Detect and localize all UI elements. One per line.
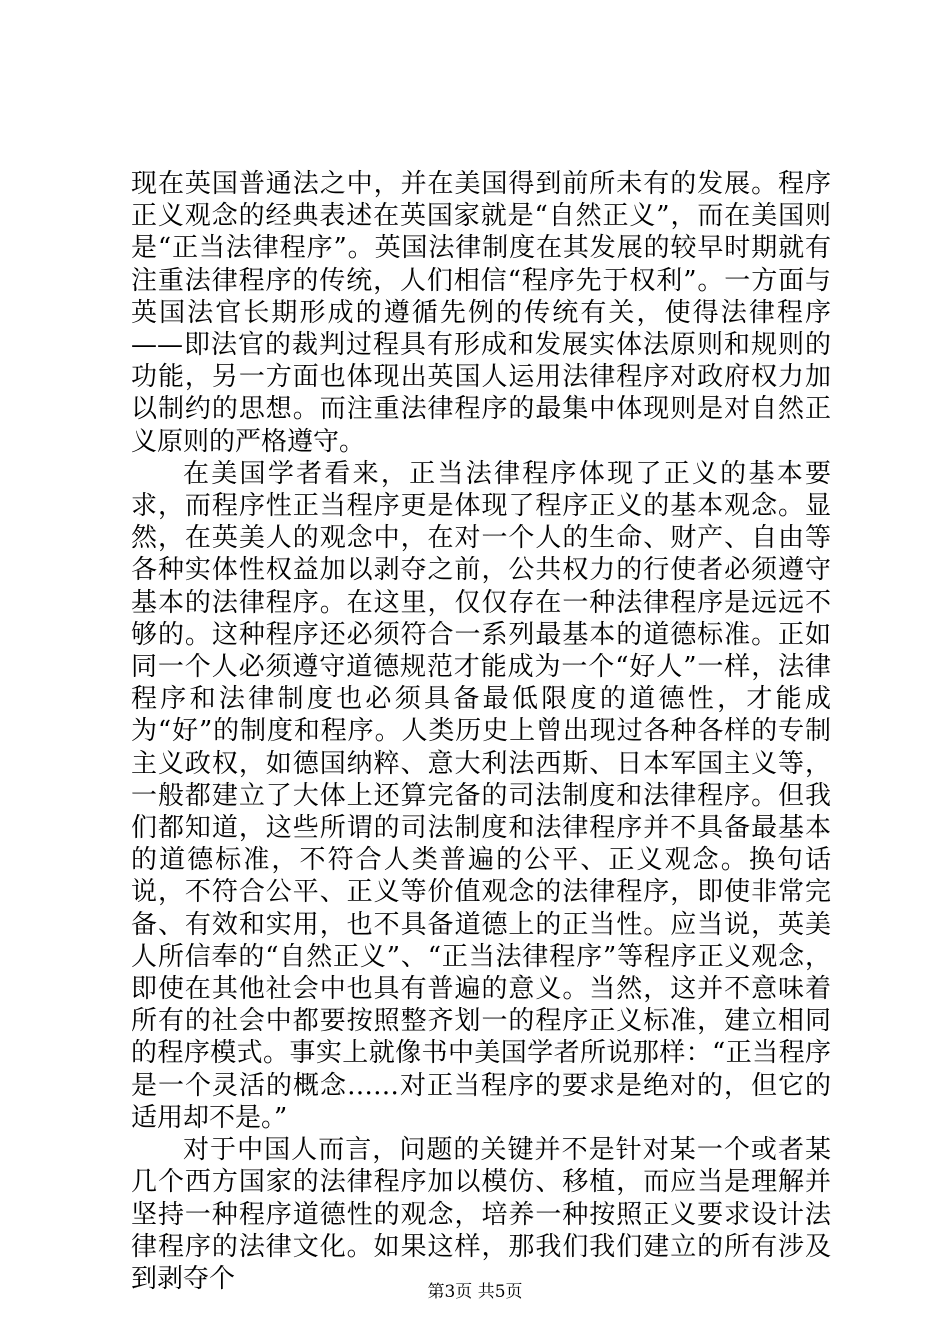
paragraph-2: 在美国学者看来，正当法律程序体现了正义的基本要求，而程序性正当程序更是体现了程序正义的基本观念。显然，在英美人的观念中，在对一个人的生命、财产、自由等各种实体性权益加以剥夺之前，公共权力的行使者必须遵守基本的法律程序。在这里，仅仅存在一种法律程序是远远不够的。这种程序还必须符合一系列最基本的道德标准。正如同一个人必须遵守道德规范才能成为一个“好人”一样，法律程序和法律制度也必须具备最低限度的道德性，才能成为“好”的制度和程序。人类历史上曾出现过各种各样的专制主义政权，如德国纳粹、意大利法西斯、日本军国主义等，一般都建立了大体上还算完备的司法制度和法律程序。但我们都知道，这些所谓的司法制度和法律程序并不具备最基本的道德标准，不符合人类普遍的公平、正义观念。换句话说，不符合公平、正义等价值观念的法律程序，即使非常完备、有效和实用，也不具备道德上的正当性。应当说，英美人所信奉的“自然正义”、“正当法律程序”等程序正义观念，即使在其他社会中也具有普遍的意义。当然，这并不意味着所有的社会中都要按照整齐划一的程序正义标准，建立相同的程序模式。事实上就像书中美国学者所说那样：“正当程序是一个灵活的概念……对正当程序的要求是绝对的，但它的适用却不是。” xyxy=(131,458,831,1133)
page-number-footer: 第3页 共5页 xyxy=(427,1282,523,1302)
paragraph-3: 对于中国人而言，问题的关键并不是针对某一个或者某几个西方国家的法律程序加以模仿、移植，而应当是理解并坚持一种程序道德性的观念，培养一种按照正义要求设计法律程序的法律文化。如果这样，那我们我们建立的所有涉及到剥夺个 xyxy=(131,1135,831,1294)
document-body xyxy=(131,168,831,1295)
paragraph-1: 现在英国普通法之中，并在美国得到前所未有的发展。程序正义观念的经典表述在英国家就是“自然正义”，而在美国则是“正当法律程序”。英国法律制度在其发展的较早时期就有注重法律程序的传统，人们相信“程序先于权利”。一方面与英国法官长期形成的遵循先例的传统有关，使得法律程序——即法官的裁判过程具有形成和发展实体法原则和规则的功能，另一方面也体现出英国人运用法律程序对政府权力加以制约的思想。而注重法律程序的最集中体现则是对自然正义原则的严格遵守。 xyxy=(131,169,831,457)
